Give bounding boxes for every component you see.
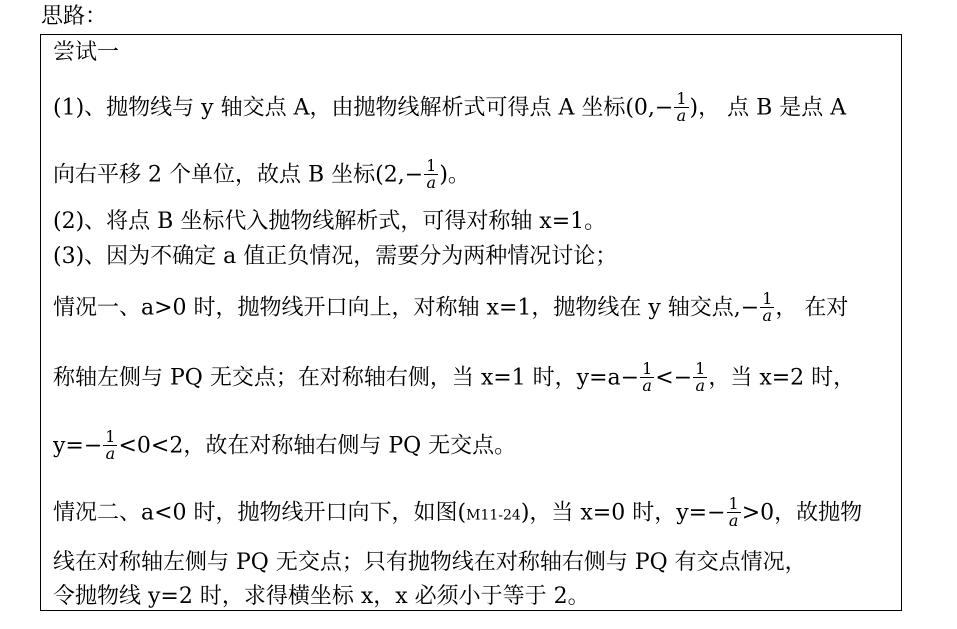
text: 称轴左侧与 PQ 无交点；在对称轴右侧，当 x=1 时，y=a−: [53, 365, 640, 391]
text: )。: [439, 162, 470, 188]
frac-num: 1: [642, 359, 653, 378]
frac-num: 1: [695, 359, 706, 378]
frac-den: a: [695, 376, 705, 395]
case-1-line-2: [53, 359, 856, 395]
fraction-one-over-a: [760, 291, 774, 324]
step-3-line: (3)、因为不确定 a 值正负情况，需要分为两种情况讨论；: [53, 244, 618, 269]
text: 情况一、a>0 时，抛物线开口向上，对称轴 x=1，抛物线在 y 轴交点,−: [53, 295, 760, 321]
frac-den: a: [642, 376, 652, 395]
fraction-one-over-a: [424, 158, 438, 191]
frac-den: a: [105, 444, 116, 463]
fraction-one-over-a: [693, 361, 707, 394]
text: <0<2，故在对称轴右侧与 PQ 无交点。: [118, 433, 517, 459]
fraction-one-over-a: [103, 429, 117, 462]
text: <−: [655, 365, 693, 391]
fraction-one-over-a: [727, 496, 741, 529]
text: ， 在对: [775, 295, 849, 321]
step-2-line: (2)、将点 B 坐标代入抛物线解析式，可得对称轴 x=1。: [53, 209, 607, 234]
fraction-one-over-a: [674, 91, 688, 124]
case-2-line-2: 线在对称轴左侧与 PQ 无交点；只有抛物线在对称轴右侧与 PQ 有交点情况，: [53, 550, 807, 575]
case-2-line: [53, 494, 863, 530]
text: 向右平移 2 个单位，故点 B 坐标(2,−: [53, 162, 424, 188]
text: ，当 x=2 时，: [708, 365, 856, 391]
frac-num: 1: [728, 494, 739, 513]
frac-num: 1: [426, 156, 437, 175]
frac-den: a: [762, 306, 773, 325]
frac-den: a: [426, 173, 437, 192]
step-1-line: [53, 89, 847, 125]
case-1-line: [53, 289, 849, 325]
frac-den: a: [728, 511, 739, 530]
text: 情况二、a<0 时，抛物线开口向下，如图(: [53, 500, 467, 526]
text: )， 点 B 是点 A: [689, 95, 847, 121]
solution-box: [40, 34, 902, 611]
case-2-line-3: 令抛物线 y=2 时，求得横坐标 x，x 必须小于等于 2。: [53, 584, 590, 609]
text: y=−: [53, 433, 103, 459]
text: )，当 x=0 时，y=−: [520, 500, 726, 526]
frac-num: 1: [676, 89, 687, 108]
frac-num: 1: [105, 427, 116, 446]
box-title: 尝试一: [53, 40, 120, 65]
frac-num: 1: [762, 289, 773, 308]
step-1-line-2: [53, 156, 470, 192]
figure-ref: M11-24: [466, 507, 521, 524]
heading: 思路：: [41, 4, 108, 29]
text: >0，故抛物: [741, 500, 863, 526]
frac-den: a: [676, 106, 687, 125]
text: (1)、抛物线与 y 轴交点 A，由抛物线解析式可得点 A 坐标(0,−: [53, 95, 674, 121]
case-1-line-3: [53, 427, 517, 463]
fraction-one-over-a: [640, 361, 654, 394]
